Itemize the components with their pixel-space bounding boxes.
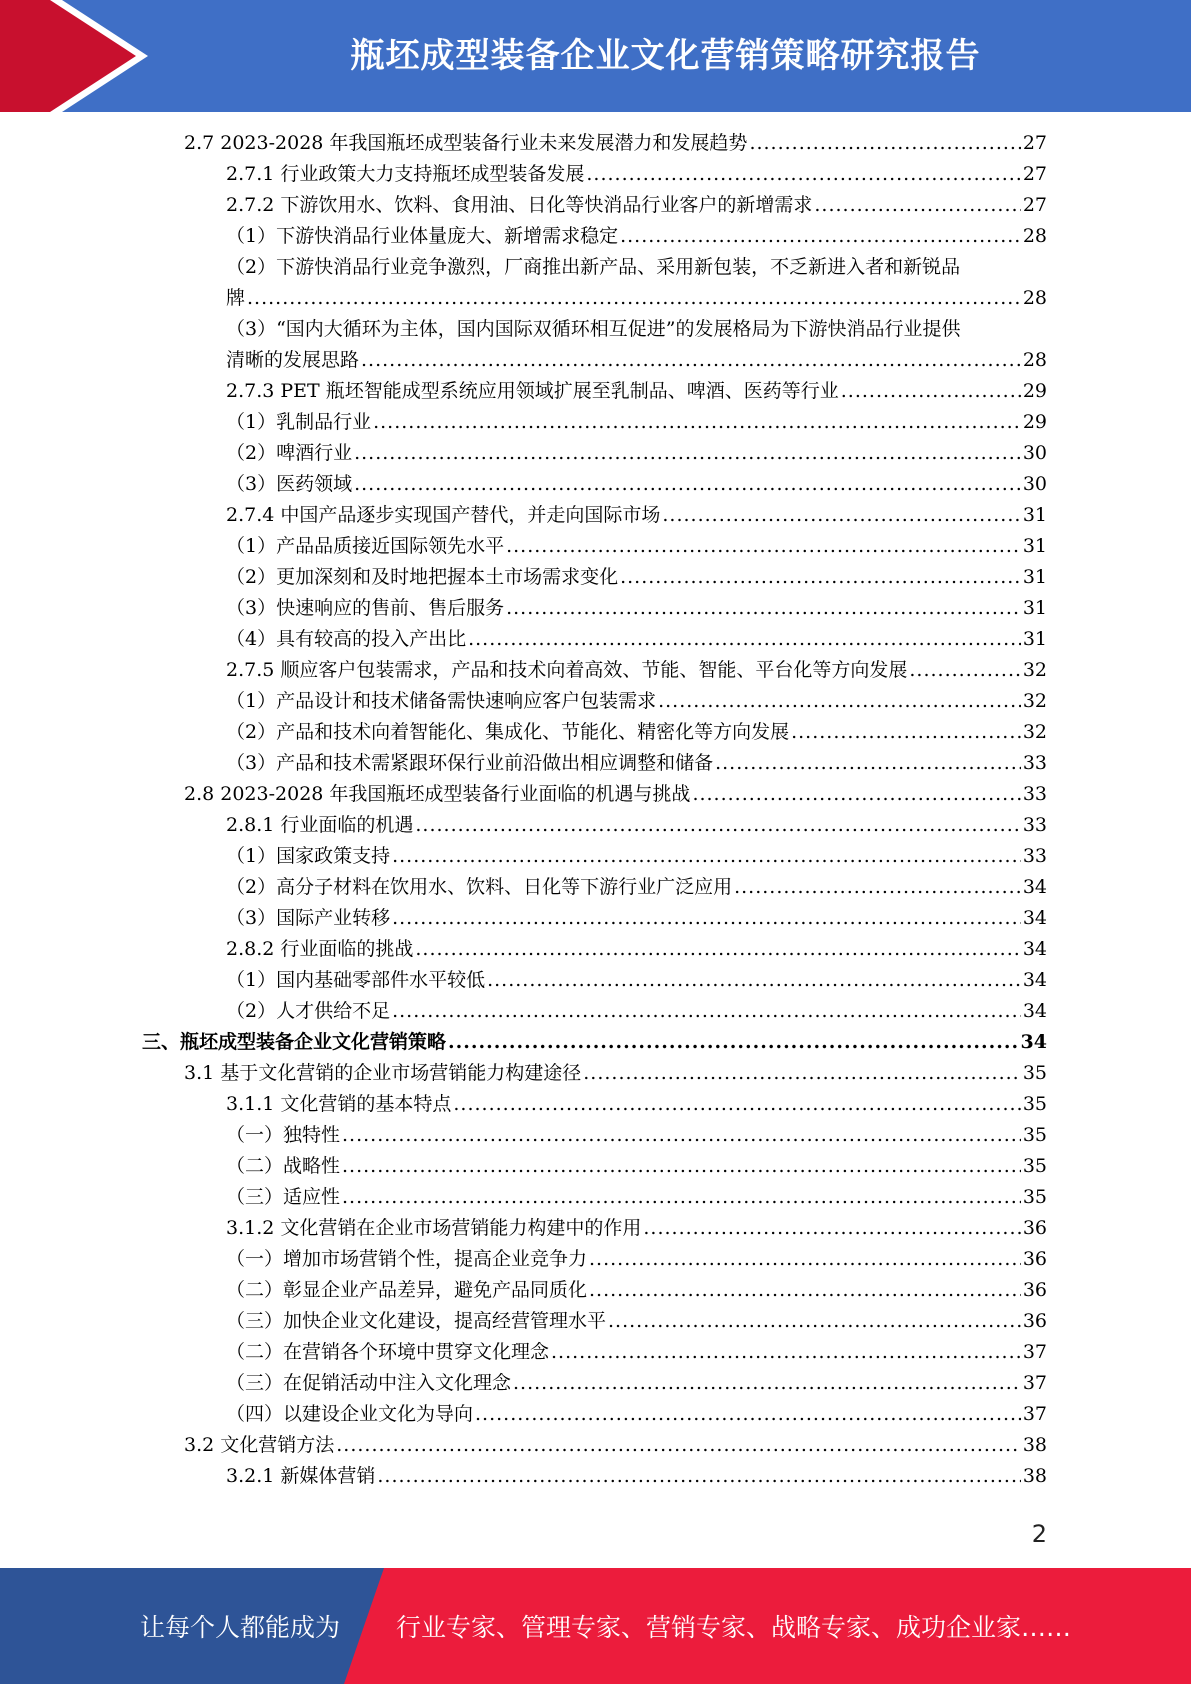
toc-page-number: 33 — [1022, 814, 1047, 836]
toc-entry-text-continued: 牌 — [226, 287, 246, 309]
toc-page-number: 34 — [1022, 1000, 1047, 1022]
toc-leader-dots — [342, 1120, 1021, 1151]
toc-entry[interactable] — [226, 314, 1047, 376]
toc-leader-dots — [373, 407, 1021, 438]
toc-leader-dots — [487, 965, 1021, 996]
toc-entry[interactable] — [226, 1151, 1047, 1182]
toc-page-number: 34 — [1020, 1031, 1047, 1053]
toc-page-number: 38 — [1022, 1434, 1047, 1456]
toc-entry-text: （2）产品和技术向着智能化、集成化、节能化、精密化等方向发展 — [226, 721, 790, 743]
toc-leader-dots — [468, 624, 1021, 655]
toc-leader-dots — [841, 376, 1021, 407]
toc-leader-dots — [658, 686, 1021, 717]
toc-page-number: 29 — [1022, 380, 1047, 402]
toc-entry[interactable] — [226, 1244, 1047, 1275]
toc-leader-dots — [909, 655, 1020, 686]
toc-entry[interactable] — [226, 190, 1047, 221]
toc-page-number: 31 — [1022, 597, 1047, 619]
toc-entry[interactable] — [184, 128, 1047, 159]
toc-leader-dots — [715, 748, 1021, 779]
toc-entry-text: （三）在促销活动中注入文化理念 — [226, 1372, 512, 1394]
toc-page-number: 28 — [1022, 349, 1047, 371]
toc-entry[interactable] — [226, 500, 1047, 531]
toc-leader-dots — [506, 593, 1021, 624]
toc-page-number: 31 — [1022, 535, 1047, 557]
toc-leader-dots — [392, 903, 1021, 934]
toc-entry-text: 三、瓶坯成型装备企业文化营销策略 — [142, 1031, 447, 1053]
toc-leader-dots — [589, 1244, 1021, 1275]
toc-page-number: 35 — [1022, 1124, 1047, 1146]
toc-entry-text: （一）增加市场营销个性，提高企业竞争力 — [226, 1248, 588, 1270]
toc-entry-text: 2.8.2 行业面临的挑战 — [226, 938, 414, 960]
toc-leader-dots — [453, 1089, 1020, 1120]
toc-entry[interactable] — [226, 562, 1047, 593]
toc-entry-text: （2）下游快消品行业竞争激烈，厂商推出新产品、采用新包装，不乏新进入者和新锐品 — [226, 256, 961, 278]
toc-leader-dots — [392, 841, 1021, 872]
toc-entry-text: （3）医药领域 — [226, 473, 353, 495]
toc-entry[interactable] — [226, 531, 1047, 562]
toc-entry[interactable] — [226, 1461, 1047, 1492]
toc-leader-dots — [354, 469, 1021, 500]
toc-page-number: 35 — [1022, 1062, 1047, 1084]
toc-page-number: 36 — [1022, 1217, 1047, 1239]
toc-entry-text: （3）产品和技术需紧跟环保行业前沿做出相应调整和储备 — [226, 752, 714, 774]
toc-entry[interactable] — [226, 934, 1047, 965]
toc-entry-text: （2）高分子材料在饮用水、饮料、日化等下游行业广泛应用 — [226, 876, 733, 898]
toc-entry[interactable] — [226, 655, 1047, 686]
toc-leader-dots — [506, 531, 1021, 562]
toc-entry[interactable] — [226, 376, 1047, 407]
toc-leader-dots — [415, 934, 1020, 965]
toc-entry[interactable] — [226, 1306, 1047, 1337]
toc-entry-text: （2）人才供给不足 — [226, 1000, 391, 1022]
toc-entry[interactable] — [226, 903, 1047, 934]
toc-page-number: 37 — [1022, 1372, 1047, 1394]
toc-leader-dots — [342, 1182, 1021, 1213]
toc-leader-dots — [589, 1275, 1021, 1306]
toc-entry[interactable] — [226, 841, 1047, 872]
toc-leader-dots — [475, 1399, 1021, 1430]
toc-page-number: 36 — [1022, 1310, 1047, 1332]
toc-entry[interactable] — [226, 1213, 1047, 1244]
toc-leader-dots — [620, 562, 1021, 593]
toc-page-number: 34 — [1022, 938, 1047, 960]
toc-leader-dots — [336, 1430, 1021, 1461]
toc-leader-dots — [749, 128, 1020, 159]
toc-page-number: 35 — [1022, 1186, 1047, 1208]
toc-page-number: 30 — [1022, 442, 1047, 464]
toc-page-number: 31 — [1022, 504, 1047, 526]
toc-page-number: 37 — [1022, 1341, 1047, 1363]
toc-entry[interactable] — [226, 1275, 1047, 1306]
toc-leader-dots — [392, 996, 1021, 1027]
toc-entry-text: （2）啤酒行业 — [226, 442, 353, 464]
toc-entry-text: 3.2.1 新媒体营销 — [226, 1465, 376, 1487]
toc-entry[interactable] — [226, 1089, 1047, 1120]
toc-entry[interactable] — [184, 1430, 1047, 1461]
toc-page-number: 33 — [1022, 783, 1047, 805]
toc-entry[interactable] — [226, 221, 1047, 252]
toc-entry-text: 3.1 基于文化营销的企业市场营销能力构建途径 — [184, 1062, 582, 1084]
toc-page-number: 33 — [1022, 752, 1047, 774]
toc-entry[interactable] — [226, 810, 1047, 841]
toc-leader-dots — [551, 1337, 1021, 1368]
toc-entry[interactable] — [226, 1120, 1047, 1151]
toc-page-number: 35 — [1022, 1093, 1047, 1115]
toc-page-number: 29 — [1022, 411, 1047, 433]
toc-leader-dots — [342, 1151, 1021, 1182]
toc-entry-text: （1）乳制品行业 — [226, 411, 372, 433]
toc-page-number: 34 — [1022, 907, 1047, 929]
toc-page-number: 34 — [1022, 969, 1047, 991]
toc-leader-dots — [361, 345, 1021, 376]
toc-leader-dots — [692, 779, 1020, 810]
toc-page-number: 27 — [1022, 132, 1047, 154]
toc-entry[interactable] — [226, 407, 1047, 438]
toc-leader-dots — [354, 438, 1021, 469]
document-title: 瓶坯成型装备企业文化营销策略研究报告 — [350, 35, 981, 76]
toc-entry-text: 3.1.2 文化营销在企业市场营销能力构建中的作用 — [226, 1217, 642, 1239]
toc-entry[interactable] — [226, 965, 1047, 996]
toc-leader-dots — [586, 159, 1020, 190]
toc-entry-text: （4）具有较高的投入产出比 — [226, 628, 467, 650]
toc-entry-text: （1）下游快消品行业体量庞大、新增需求稳定 — [226, 225, 619, 247]
toc-entry[interactable] — [184, 779, 1047, 810]
toc-entry[interactable] — [184, 1058, 1047, 1089]
toc-entry[interactable] — [226, 1337, 1047, 1368]
toc-page-number: 32 — [1022, 721, 1047, 743]
toc-page-number: 30 — [1022, 473, 1047, 495]
toc-leader-dots — [247, 283, 1021, 314]
toc-entry-text: （3）快速响应的售前、售后服务 — [226, 597, 505, 619]
toc-entry-text: （二）战略性 — [226, 1155, 341, 1177]
toc-page-number: 28 — [1022, 287, 1047, 309]
toc-entry-text: （四）以建设企业文化为导向 — [226, 1403, 474, 1425]
toc-page-number: 31 — [1022, 566, 1047, 588]
toc-entry[interactable] — [226, 872, 1047, 903]
toc-entry-text: 2.7.2 下游饮用水、饮料、食用油、日化等快消品行业客户的新增需求 — [226, 194, 813, 216]
toc-entry[interactable] — [226, 159, 1047, 190]
page-header — [0, 0, 1191, 112]
toc-entry-text: 2.7.1 行业政策大力支持瓶坯成型装备发展 — [226, 163, 585, 185]
toc-entry-text: （一）独特性 — [226, 1124, 341, 1146]
toc-page-number: 27 — [1022, 163, 1047, 185]
toc-entry-text: （1）国内基础零部件水平较低 — [226, 969, 486, 991]
toc-entry-text: （三）适应性 — [226, 1186, 341, 1208]
toc-leader-dots — [814, 190, 1020, 221]
toc-leader-dots — [791, 717, 1021, 748]
toc-leader-dots — [377, 1461, 1020, 1492]
toc-entry[interactable] — [226, 1182, 1047, 1213]
toc-entry[interactable] — [226, 686, 1047, 717]
toc-entry[interactable] — [226, 438, 1047, 469]
toc-entry[interactable] — [226, 469, 1047, 500]
toc-entry-text-continued: 清晰的发展思路 — [226, 349, 360, 371]
toc-entry-text: （2）更加深刻和及时地把握本土市场需求变化 — [226, 566, 619, 588]
toc-entry-text: （1）产品设计和技术储备需快速响应客户包装需求 — [226, 690, 657, 712]
toc-entry[interactable] — [226, 717, 1047, 748]
toc-page-number: 37 — [1022, 1403, 1047, 1425]
toc-entry[interactable] — [226, 252, 1047, 314]
toc-leader-dots — [513, 1368, 1021, 1399]
toc-page-number: 27 — [1022, 194, 1047, 216]
page-footer — [0, 1568, 1191, 1684]
toc-entry-text: 2.8.1 行业面临的机遇 — [226, 814, 414, 836]
toc-leader-dots — [643, 1213, 1020, 1244]
toc-entry-text: （3）“国内大循环为主体，国内国际双循环相互促进”的发展格局为下游快消品行业提供 — [226, 318, 961, 340]
toc-leader-dots — [583, 1058, 1021, 1089]
toc-page-number: 32 — [1022, 690, 1047, 712]
toc-leader-dots — [415, 810, 1020, 841]
footer-lead-text: 让每个人都能成为 — [140, 1613, 341, 1642]
toc-entry-text: （二）在营销各个环境中贯穿文化理念 — [226, 1341, 550, 1363]
toc-leader-dots — [620, 221, 1021, 252]
toc-page-number: 34 — [1022, 876, 1047, 898]
toc-page-number: 28 — [1022, 225, 1047, 247]
toc-entry-text: 2.7.4 中国产品逐步实现国产替代，并走向国际市场 — [226, 504, 661, 526]
toc-entry[interactable] — [142, 1027, 1047, 1058]
toc-entry-text: （二）彰显企业产品差异，避免产品同质化 — [226, 1279, 588, 1301]
toc-entry-text: 2.7 2023-2028 年我国瓶坯成型装备行业未来发展潜力和发展趋势 — [184, 132, 748, 154]
toc-leader-dots — [662, 500, 1020, 531]
footer-slogan: 行业专家、管理专家、营销专家、战略专家、成功企业家…… — [396, 1613, 1072, 1642]
toc-page-number: 36 — [1022, 1279, 1047, 1301]
toc-entry-text: （3）国际产业转移 — [226, 907, 391, 929]
toc-page-number: 31 — [1022, 628, 1047, 650]
toc-entry[interactable] — [226, 624, 1047, 655]
toc-leader-dots — [448, 1027, 1019, 1058]
toc-entry[interactable] — [226, 1399, 1047, 1430]
toc-entry[interactable] — [226, 996, 1047, 1027]
toc-entry-text: 3.1.1 文化营销的基本特点 — [226, 1093, 452, 1115]
toc-entry-text: （三）加快企业文化建设，提高经营管理水平 — [226, 1310, 607, 1332]
toc-entry[interactable] — [226, 748, 1047, 779]
toc-entry-text: （1）国家政策支持 — [226, 845, 391, 867]
toc-page-number: 32 — [1022, 659, 1047, 681]
toc-page-number: 36 — [1022, 1248, 1047, 1270]
toc-entry[interactable] — [226, 593, 1047, 624]
header-arrow-icon — [0, 0, 160, 112]
toc-leader-dots — [608, 1306, 1021, 1337]
toc-entry[interactable] — [226, 1368, 1047, 1399]
toc-page-number: 33 — [1022, 845, 1047, 867]
toc-entry-text: 2.8 2023-2028 年我国瓶坯成型装备行业面临的机遇与挑战 — [184, 783, 691, 805]
toc-page-number: 35 — [1022, 1155, 1047, 1177]
toc-leader-dots — [734, 872, 1021, 903]
toc-entry-text: 3.2 文化营销方法 — [184, 1434, 335, 1456]
toc-entry-text: 2.7.3 PET 瓶坯智能成型系统应用领域扩展至乳制品、啤酒、医药等行业 — [226, 380, 839, 402]
toc-entry-text: （1）产品品质接近国际领先水平 — [226, 535, 505, 557]
page-number: 2 — [1031, 1520, 1047, 1548]
toc-entry-text: 2.7.5 顺应客户包装需求，产品和技术向着高效、节能、智能、平台化等方向发展 — [226, 659, 908, 681]
toc-page-number: 38 — [1022, 1465, 1047, 1487]
